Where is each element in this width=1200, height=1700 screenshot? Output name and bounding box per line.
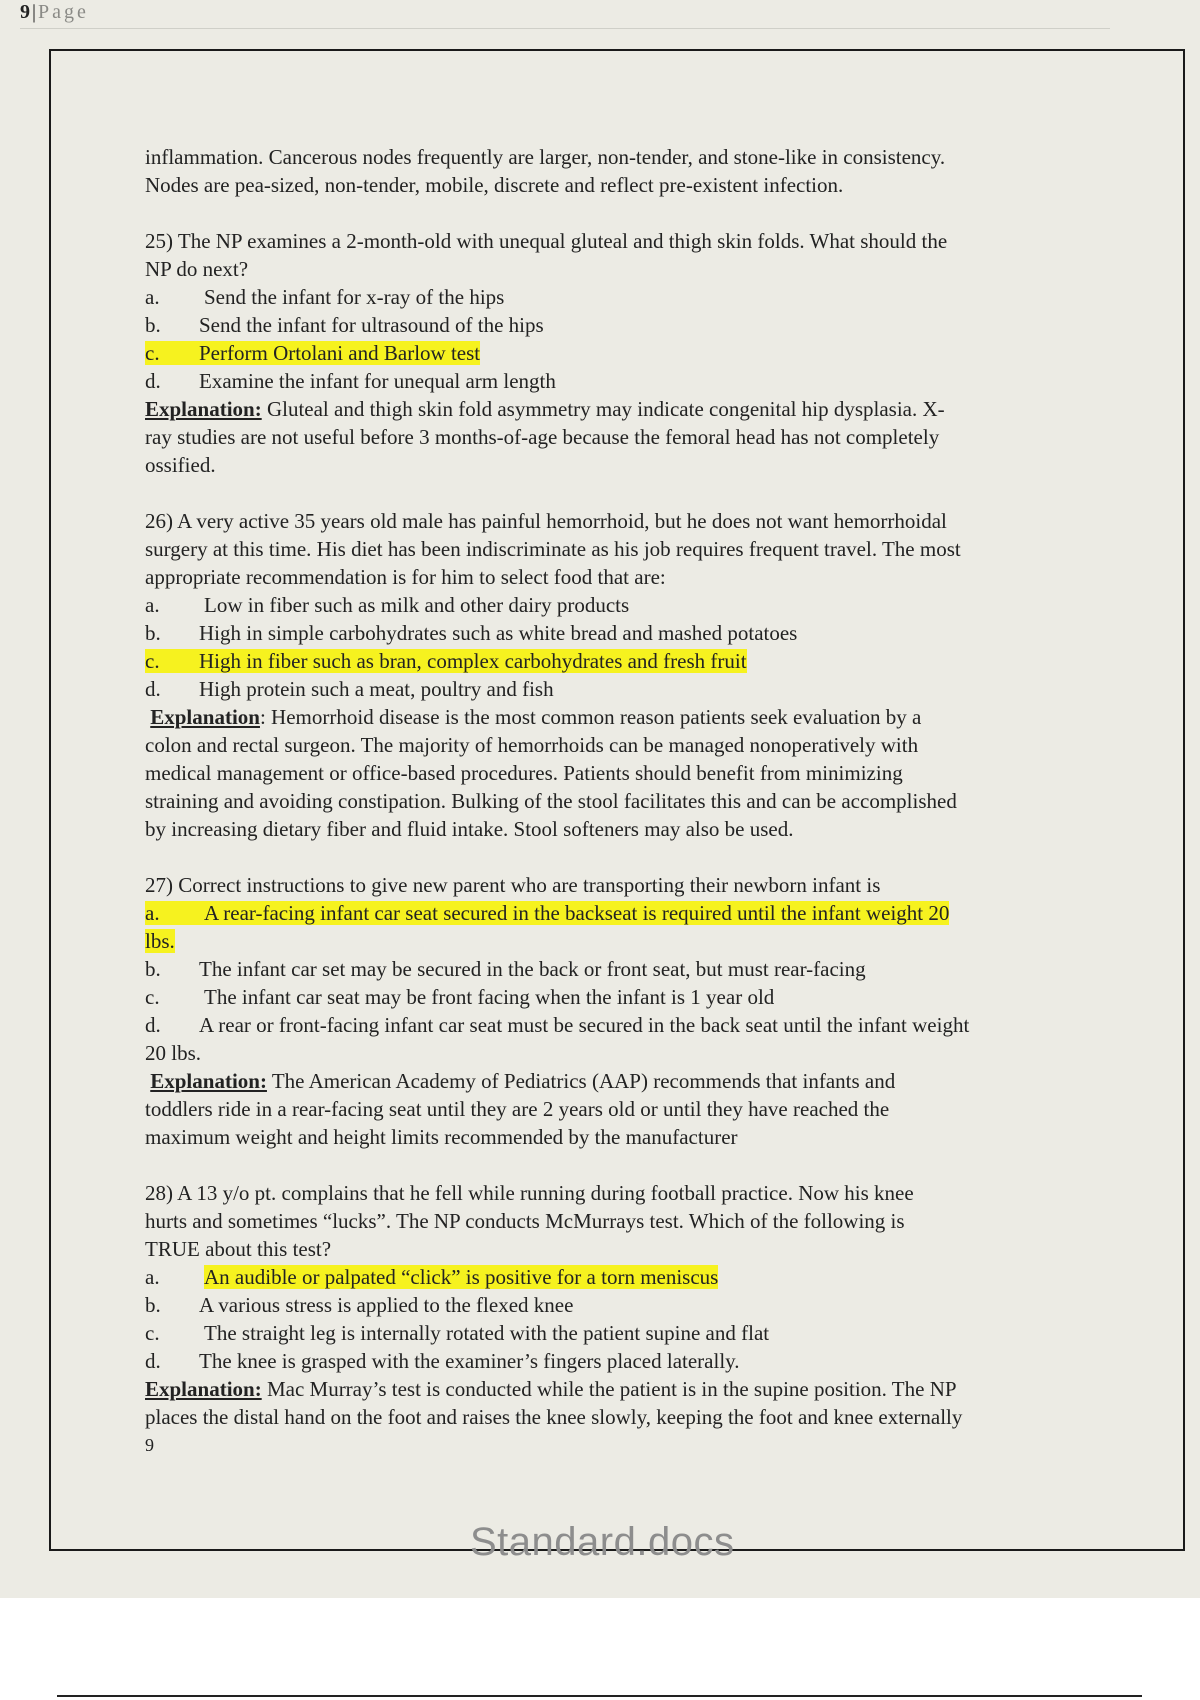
option-d: d. The knee is grasped with the examiner’s fingers placed laterally. bbox=[145, 1349, 740, 1373]
question-26 bbox=[145, 507, 1090, 843]
option-d: d. Examine the infant for unequal arm length bbox=[145, 369, 556, 393]
question-stem: 25) The NP examines a 2-month-old with unequal gluteal and thigh skin folds. What should the bbox=[145, 229, 948, 253]
option-a-correct: a. An audible or palpated “click” is positive for a torn meniscus bbox=[145, 1265, 719, 1289]
explanation: Explanation: The American Academy of Pediatrics (AAP) recommends that infants and bbox=[150, 1069, 896, 1093]
bottom-rule bbox=[57, 1695, 1142, 1697]
page-header bbox=[20, 0, 1110, 29]
question-stem: appropriate recommendation is for him to select food that are: bbox=[145, 565, 666, 589]
question-stem: TRUE about this test? bbox=[145, 1237, 332, 1261]
option-c: c. The infant car seat may be front facing when the infant is 1 year old bbox=[145, 985, 775, 1009]
explanation-line: toddlers ride in a rear-facing seat until they are 2 years old or until they have reached the bbox=[145, 1097, 890, 1121]
explanation-line: by increasing dietary fiber and fluid intake. Stool softeners may also be used. bbox=[145, 817, 794, 841]
question-25 bbox=[145, 227, 1090, 479]
explanation-label: Explanation: bbox=[150, 1069, 267, 1093]
question-stem: 28) A 13 y/o pt. complains that he fell while running during football practice. Now his knee bbox=[145, 1181, 914, 1205]
option-d-continuation: 20 lbs. bbox=[145, 1041, 202, 1065]
option-a-continuation: lbs. bbox=[145, 929, 175, 953]
question-stem: NP do next? bbox=[145, 257, 249, 281]
option-c-correct: c. High in fiber such as bran, complex carbohydrates and fresh fruit bbox=[145, 649, 747, 673]
option-b: b. The infant car set may be secured in the back or front seat, but must rear-facing bbox=[145, 957, 866, 981]
question-27 bbox=[145, 871, 1090, 1151]
option-a: a. Send the infant for x-ray of the hips bbox=[145, 285, 505, 309]
question-stem: 27) Correct instructions to give new parent who are transporting their newborn infant is bbox=[145, 873, 881, 897]
explanation-line: maximum weight and height limits recommended by the manufacturer bbox=[145, 1125, 738, 1149]
explanation: Explanation: Mac Murray’s test is conducted while the patient is in the supine position. The NP bbox=[145, 1377, 957, 1401]
header-separator: | bbox=[32, 1, 37, 23]
option-a-correct: a. A rear-facing infant car seat secured in the backseat is required until the infant weight 20 bbox=[145, 901, 950, 925]
question-stem: 26) A very active 35 years old male has painful hemorrhoid, but he does not want hemorrhoidal bbox=[145, 509, 947, 533]
option-a: a. Low in fiber such as milk and other dairy products bbox=[145, 593, 630, 617]
intro-line: Nodes are pea-sized, non-tender, mobile, discrete and reflect pre-existent infection. bbox=[145, 173, 844, 197]
explanation-label: Explanation bbox=[150, 705, 260, 729]
explanation: Explanation: Gluteal and thigh skin fold asymmetry may indicate congenital hip dysplasia. X- bbox=[145, 397, 945, 421]
question-28 bbox=[145, 1179, 1090, 1431]
option-d: d. A rear or front-facing infant car seat must be secured in the back seat until the infant weight bbox=[145, 1013, 970, 1037]
option-d: d. High protein such a meat, poultry and fish bbox=[145, 677, 554, 701]
explanation-line: places the distal hand on the foot and raises the knee slowly, keeping the foot and knee externally bbox=[145, 1405, 963, 1429]
header-page-number: 9 bbox=[20, 1, 30, 23]
footer-page-number: 9 bbox=[145, 1435, 154, 1455]
intro-line: inflammation. Cancerous nodes frequently are larger, non-tender, and stone-like in consistency. bbox=[145, 145, 946, 169]
option-c-correct: c. Perform Ortolani and Barlow test bbox=[145, 341, 481, 365]
question-stem: hurts and sometimes “lucks”. The NP conducts McMurrays test. Which of the following is bbox=[145, 1209, 905, 1233]
explanation-line: ossified. bbox=[145, 453, 216, 477]
option-b: b. Send the infant for ultrasound of the hips bbox=[145, 313, 544, 337]
watermark: Standard.docs bbox=[470, 1520, 735, 1564]
explanation-label: Explanation: bbox=[145, 397, 262, 421]
explanation-line: straining and avoiding constipation. Bulking of the stool facilitates this and can be accomplished bbox=[145, 789, 957, 813]
header-page-word: Page bbox=[38, 1, 89, 23]
explanation-line: ray studies are not useful before 3 months-of-age because the femoral head has not completely bbox=[145, 425, 940, 449]
option-b: b. A various stress is applied to the flexed knee bbox=[145, 1293, 574, 1317]
option-c: c. The straight leg is internally rotated with the patient supine and flat bbox=[145, 1321, 770, 1345]
page-content bbox=[145, 143, 1090, 1459]
explanation-label: Explanation: bbox=[145, 1377, 262, 1401]
question-stem: surgery at this time. His diet has been indiscriminate as his job requires frequent travel. The most bbox=[145, 537, 961, 561]
explanation-line: medical management or office-based procedures. Patients should benefit from minimizing bbox=[145, 761, 903, 785]
option-b: b. High in simple carbohydrates such as white bread and mashed potatoes bbox=[145, 621, 798, 645]
explanation: Explanation: Hemorrhoid disease is the most common reason patients seek evaluation by a bbox=[150, 705, 922, 729]
explanation-line: colon and rectal surgeon. The majority of hemorrhoids can be managed nonoperatively with bbox=[145, 733, 919, 757]
